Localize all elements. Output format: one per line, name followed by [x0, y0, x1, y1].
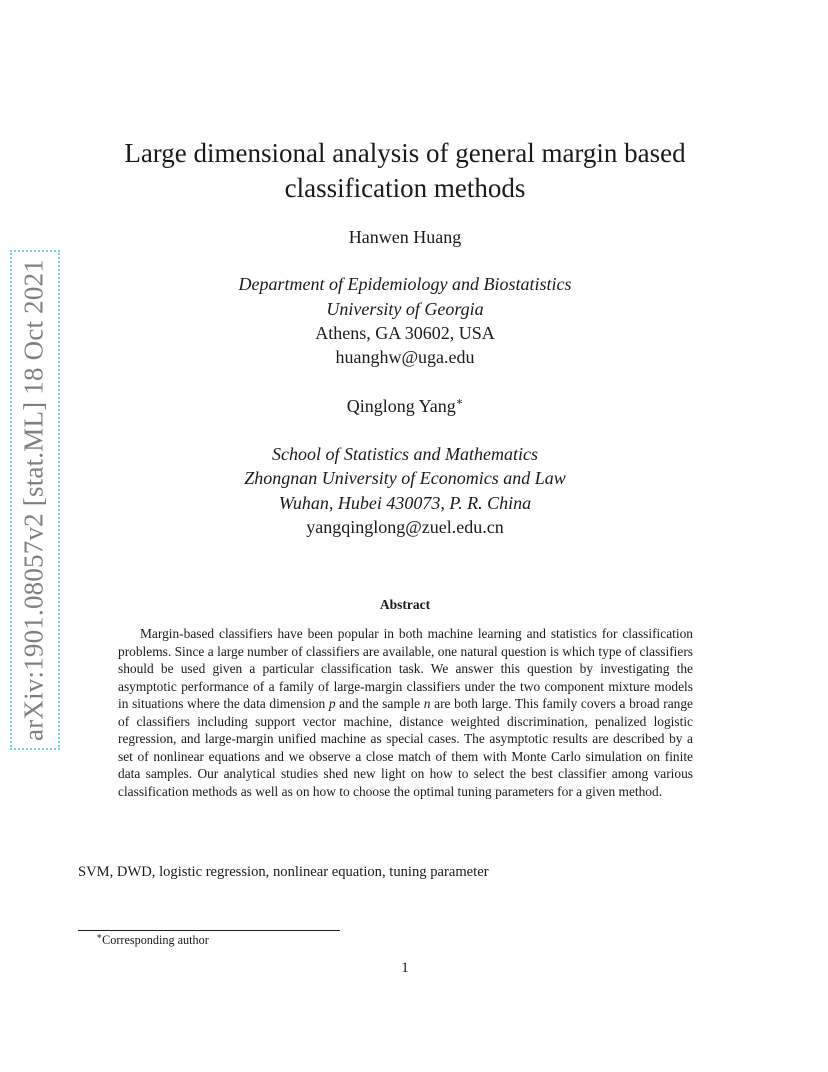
author-1-university: University of Georgia	[326, 299, 484, 319]
footnote-marker: ∗	[96, 930, 103, 941]
author-1-address: Athens, GA 30602, USA	[315, 323, 495, 343]
footnote-rule	[78, 930, 340, 931]
footnote	[96, 930, 209, 948]
author-2-footnote-marker[interactable]: ∗	[455, 396, 464, 408]
abstract-body	[118, 625, 693, 800]
arxiv-identifier[interactable]: arXiv:1901.08057v2 [stat.ML] 18 Oct 2021	[18, 259, 49, 741]
abstract-math-n: n	[423, 696, 431, 711]
abstract-text-part-3: are both large. This family covers a broad range of classifiers including support vector machine, distance weighted discrimination, penalized logistic regression, and large-margin unified machine as special cases. The asymptotic results are described by a set of nonlinear equations and we observe a close match of them with Monte Carlo simulation on finite data samples. Our analytical studies shed new light on how to select the best classifier among various classification methods as well as on how to choose the optimal tuning parameters for a given method.	[118, 696, 693, 799]
author-name-2: Qinglong Yang	[346, 396, 456, 416]
paper-title	[80, 136, 730, 206]
author-name-2-line	[80, 394, 730, 418]
author-1-department: Department of Epidemiology and Biostatistics	[238, 274, 572, 294]
keywords: SVM, DWD, logistic regression, nonlinear equation, tuning parameter	[78, 864, 489, 880]
author-1-email[interactable]: huanghw@uga.edu	[335, 347, 475, 367]
abstract-heading: Abstract	[379, 597, 431, 612]
page-number: 1	[401, 960, 409, 976]
author-2-email[interactable]: yangqinglong@zuel.edu.cn	[306, 517, 504, 537]
author-name-1: Hanwen Huang	[348, 227, 462, 247]
abstract-math-p: p	[328, 696, 336, 711]
title-line-1: Large dimensional analysis of general margin based	[124, 138, 686, 168]
author-2-city: Wuhan, Hubei 430073, P. R. China	[278, 493, 532, 513]
abstract-text-part-1: Margin-based classifiers have been popular in both machine learning and statistics for classification problems. Since a large number of classifiers are available, one natural question is which type of classifiers should be used given a particular classification task. We answer this question by investigating the asymptotic performance of a family of large-margin classifiers under the two component mixture models in situations where the data dimension	[118, 626, 693, 711]
abstract-text-part-2: and the sample	[335, 696, 424, 711]
title-line-2: classification methods	[284, 173, 526, 203]
author-2-university: Zhongnan University of Economics and Law	[244, 468, 566, 488]
footnote-text: Corresponding author	[102, 933, 209, 947]
author-2-school: School of Statistics and Mathematics	[272, 444, 538, 464]
